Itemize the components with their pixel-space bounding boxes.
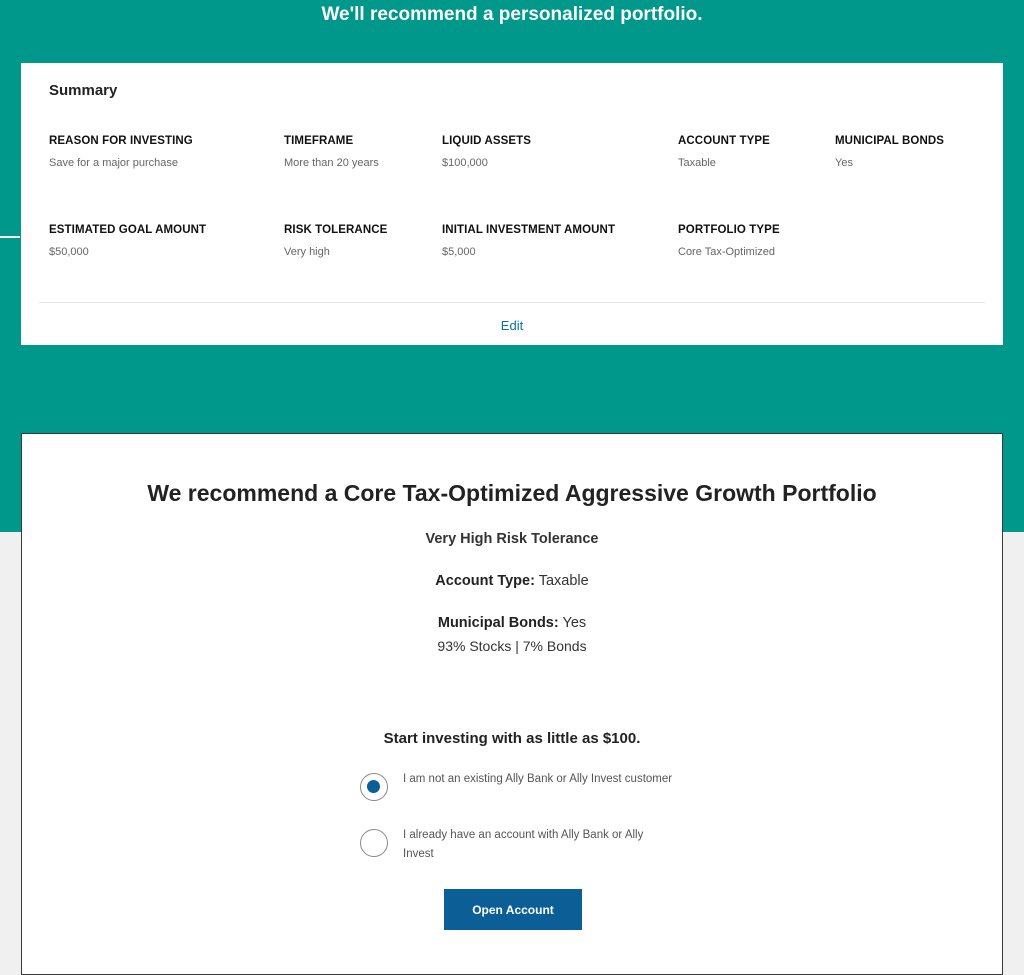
field-label: MUNICIPAL BONDS xyxy=(835,135,945,147)
field-label: LIQUID ASSETS xyxy=(442,135,532,147)
account-type-label: Account Type: xyxy=(435,573,535,589)
radio-selected-dot xyxy=(367,780,380,793)
field-portfolio-type xyxy=(678,224,780,258)
field-label: INITIAL INVESTMENT AMOUNT xyxy=(442,224,616,236)
radio-button[interactable] xyxy=(360,829,388,857)
field-value: Very high xyxy=(284,246,330,258)
page-title: We'll recommend a personalized portfolio. xyxy=(321,4,703,25)
field-label: TIMEFRAME xyxy=(284,135,354,147)
municipal-bonds-line xyxy=(22,615,1002,631)
field-value: Taxable xyxy=(678,157,716,169)
recommendation-title: We recommend a Core Tax-Optimized Aggressive Growth Portfolio xyxy=(147,480,877,506)
field-initial-investment-amount xyxy=(442,224,615,258)
field-value: $5,000 xyxy=(442,246,476,258)
summary-card xyxy=(21,63,1003,345)
municipal-bonds-label: Municipal Bonds: xyxy=(437,615,559,631)
summary-title: Summary xyxy=(49,82,118,99)
radio-label: I am not an existing Ally Bank or Ally Invest customer xyxy=(403,773,673,785)
recommendation-card xyxy=(21,433,1003,975)
field-label: ESTIMATED GOAL AMOUNT xyxy=(49,224,207,236)
open-account-button[interactable]: Open Account xyxy=(444,889,582,930)
field-label: ACCOUNT TYPE xyxy=(678,135,770,147)
field-label: REASON FOR INVESTING xyxy=(49,135,193,147)
field-reason-for-investing xyxy=(49,135,193,169)
field-label: RISK TOLERANCE xyxy=(284,224,388,236)
radio-option-new-customer[interactable] xyxy=(360,770,680,810)
field-account-type xyxy=(678,135,770,169)
field-timeframe xyxy=(284,135,379,169)
field-liquid-assets xyxy=(442,135,531,169)
field-value: $100,000 xyxy=(442,157,488,169)
field-value: $50,000 xyxy=(49,246,89,258)
radio-button-selected[interactable] xyxy=(360,773,388,801)
field-label: PORTFOLIO TYPE xyxy=(678,224,780,236)
risk-tolerance-text: Very High Risk Tolerance xyxy=(425,531,599,547)
field-estimated-goal-amount xyxy=(49,224,206,258)
account-type-line xyxy=(22,573,1002,589)
field-value: Save for a major purchase xyxy=(49,157,179,169)
municipal-bonds-value: Yes xyxy=(562,615,587,631)
divider xyxy=(39,302,985,303)
field-value: Core Tax-Optimized xyxy=(678,246,775,258)
field-value: Yes xyxy=(835,157,853,169)
account-type-value: Taxable xyxy=(538,573,589,589)
radio-label: I already have an account with Ally Bank or Ally Invest xyxy=(403,829,644,860)
edit-link[interactable]: Edit xyxy=(500,318,524,333)
start-investing-text: Start investing with as little as $100. xyxy=(383,730,641,747)
field-value: More than 20 years xyxy=(284,157,379,169)
field-risk-tolerance xyxy=(284,224,387,258)
allocation-text: 93% Stocks | 7% Bonds xyxy=(437,638,587,654)
field-municipal-bonds xyxy=(835,135,944,169)
decorative-line xyxy=(0,236,20,238)
radio-option-existing-customer[interactable] xyxy=(360,826,680,866)
